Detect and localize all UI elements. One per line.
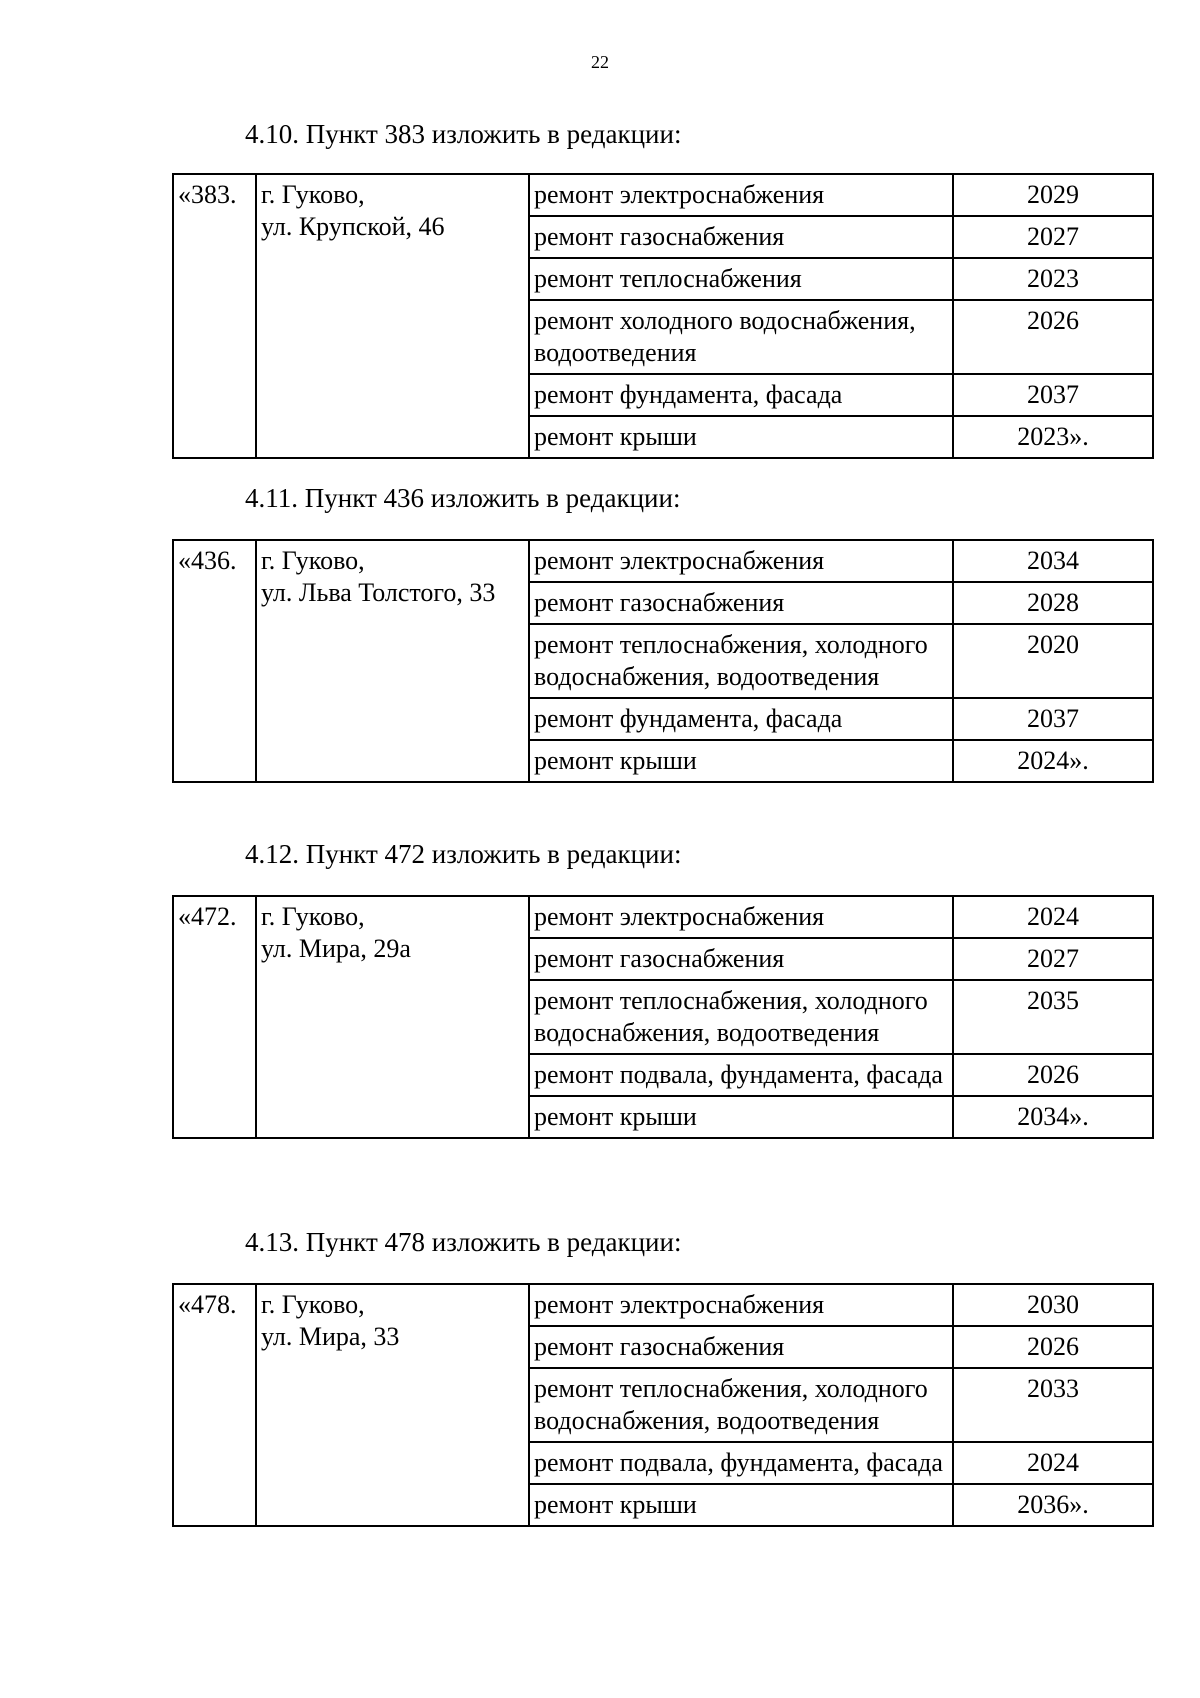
work-type: ремонт газоснабжения [529, 1326, 953, 1368]
work-year: 2029 [953, 174, 1153, 216]
work-type: ремонт электроснабжения [529, 896, 953, 938]
section-heading: 4.12. Пункт 472 изложить в редакции: [245, 839, 682, 869]
work-type: ремонт подвала, фундамента, фасада [529, 1054, 953, 1096]
work-type: ремонт газоснабжения [529, 582, 953, 624]
section-heading: 4.13. Пункт 478 изложить в редакции: [245, 1227, 682, 1257]
work-year: 2020 [953, 624, 1153, 698]
table-row [173, 896, 1153, 938]
table-row [173, 540, 1153, 582]
work-type: ремонт газоснабжения [529, 216, 953, 258]
address-street: ул. Мира, 29а [261, 934, 411, 963]
work-type: ремонт холодного водоснабжения, водоотведения [529, 300, 953, 374]
work-type: ремонт электроснабжения [529, 1284, 953, 1326]
page-number: 22 [591, 52, 609, 72]
work-type: ремонт теплоснабжения, холодного водоснабжения, водоотведения [529, 624, 953, 698]
work-year: 2026 [953, 1054, 1153, 1096]
table-row [173, 174, 1153, 216]
item-number: «436. [173, 540, 256, 782]
work-type: ремонт фундамента, фасада [529, 374, 953, 416]
work-type: ремонт крыши [529, 1096, 953, 1138]
repair-schedule-table [172, 1283, 1154, 1527]
work-year: 2024». [953, 740, 1153, 782]
address-city: г. Гуково, [261, 902, 365, 931]
address-city: г. Гуково, [261, 1290, 365, 1319]
work-type: ремонт крыши [529, 1484, 953, 1526]
section-heading: 4.10. Пункт 383 изложить в редакции: [245, 119, 682, 149]
work-type: ремонт подвала, фундамента, фасада [529, 1442, 953, 1484]
work-year: 2037 [953, 698, 1153, 740]
work-year: 2037 [953, 374, 1153, 416]
work-year: 2030 [953, 1284, 1153, 1326]
work-year: 2023». [953, 416, 1153, 458]
work-year: 2034 [953, 540, 1153, 582]
address-street: ул. Крупской, 46 [261, 212, 445, 241]
item-address [256, 174, 529, 458]
address-street: ул. Льва Толстого, 33 [261, 578, 496, 607]
work-year: 2034». [953, 1096, 1153, 1138]
work-type: ремонт крыши [529, 740, 953, 782]
item-number: «472. [173, 896, 256, 1138]
item-address [256, 1284, 529, 1526]
address-city: г. Гуково, [261, 180, 365, 209]
work-year: 2024 [953, 1442, 1153, 1484]
work-type: ремонт электроснабжения [529, 540, 953, 582]
work-year: 2023 [953, 258, 1153, 300]
work-year: 2027 [953, 216, 1153, 258]
item-number: «383. [173, 174, 256, 458]
work-year: 2027 [953, 938, 1153, 980]
work-year: 2028 [953, 582, 1153, 624]
work-type: ремонт электроснабжения [529, 174, 953, 216]
item-address [256, 540, 529, 782]
work-type: ремонт газоснабжения [529, 938, 953, 980]
work-type: ремонт фундамента, фасада [529, 698, 953, 740]
work-year: 2035 [953, 980, 1153, 1054]
work-type: ремонт теплоснабжения, холодного водоснабжения, водоотведения [529, 980, 953, 1054]
item-address [256, 896, 529, 1138]
work-year: 2026 [953, 300, 1153, 374]
table-row [173, 1284, 1153, 1326]
repair-schedule-table [172, 895, 1154, 1139]
work-year: 2024 [953, 896, 1153, 938]
item-number: «478. [173, 1284, 256, 1526]
work-year: 2026 [953, 1326, 1153, 1368]
work-type: ремонт крыши [529, 416, 953, 458]
work-type: ремонт теплоснабжения, холодного водоснабжения, водоотведения [529, 1368, 953, 1442]
section-heading: 4.11. Пункт 436 изложить в редакции: [245, 483, 681, 513]
repair-schedule-table [172, 539, 1154, 783]
repair-schedule-table [172, 173, 1154, 459]
work-type: ремонт теплоснабжения [529, 258, 953, 300]
work-year: 2036». [953, 1484, 1153, 1526]
address-city: г. Гуково, [261, 546, 365, 575]
address-street: ул. Мира, 33 [261, 1322, 400, 1351]
work-year: 2033 [953, 1368, 1153, 1442]
